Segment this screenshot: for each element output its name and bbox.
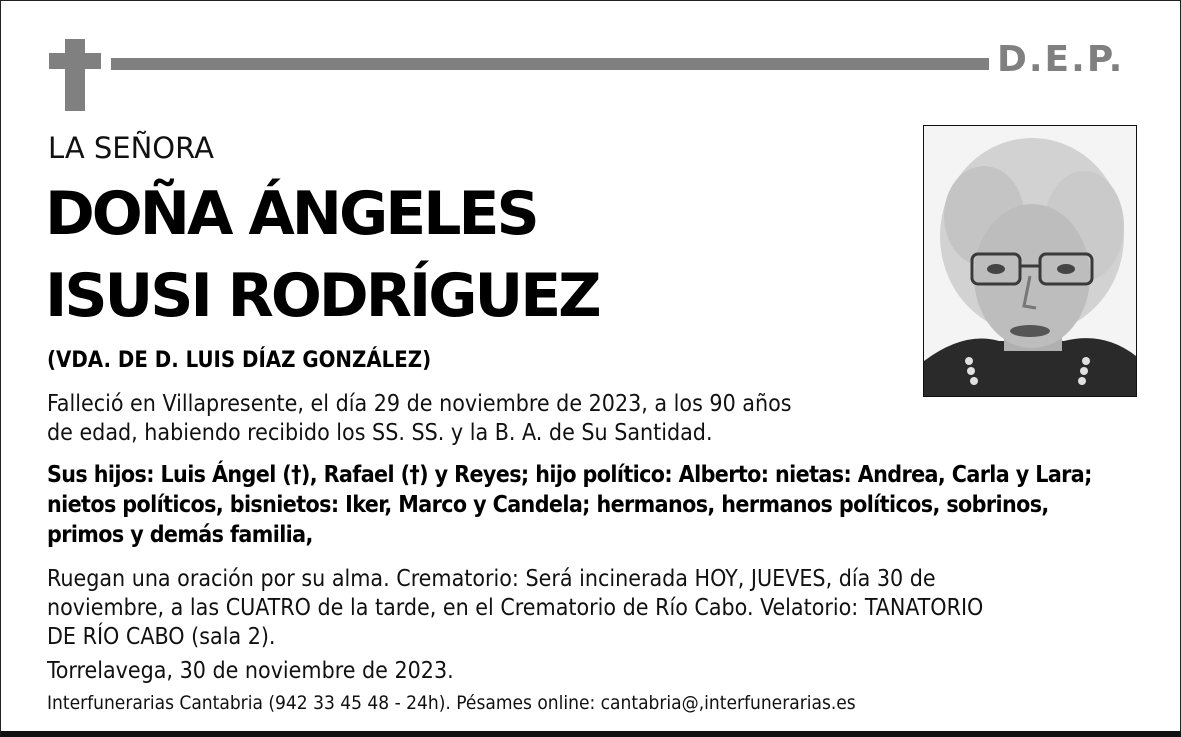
cross-icon-vertical [65, 39, 85, 111]
death-notice-line: de edad, habiendo recibido los SS. SS. y la B. A. de Su Santidad. [47, 420, 713, 446]
family-line: nietos políticos, bisnietos: Iker, Marco y Candela; hermanos, hermanos políticos, sobrinos, [47, 492, 1049, 518]
ceremony-line: noviembre, a las CUATRO de la tarde, en el Crematorio de Río Cabo. Velatorio: TANATORIO [47, 595, 984, 621]
family-line: Sus hijos: Luis Ángel (†), Rafael (†) y Reyes; hijo político: Alberto: nietas: Andrea, Carla y Lara; [47, 462, 1092, 488]
ceremony-line: Ruegan una oración por su alma. Crematorio: Será incinerada HOY, JUEVES, día 30 de [47, 566, 936, 592]
place-date: Torrelavega, 30 de noviembre de 2023. [47, 658, 454, 684]
family-line: primos y demás familia, [47, 522, 313, 548]
portrait-image [924, 126, 1136, 396]
header-rule [111, 58, 989, 70]
name-line-2: ISUSI RODRÍGUEZ [45, 261, 599, 331]
widow-of: (VDA. DE D. LUIS DÍAZ GONZÁLEZ) [47, 348, 432, 373]
portrait-photo [923, 125, 1137, 397]
death-notice [47, 390, 792, 448]
cross-icon-horizontal [49, 53, 101, 69]
funeral-home-contact: Interfunerarias Cantabria (942 33 45 48 - 24h). Pésames online: cantabria@,interfunerarias.es [47, 692, 856, 714]
ceremony-line: DE RÍO CABO (sala 2). [47, 624, 276, 650]
honorific: LA SEÑORA [48, 131, 214, 165]
death-notice-line: Falleció en Villapresente, el día 29 de noviembre de 2023, a los 90 años [47, 391, 792, 417]
family-list [47, 460, 1092, 550]
name-line-1: DOÑA ÁNGELES [45, 179, 537, 249]
dep-label: D.E.P. [997, 39, 1125, 80]
ceremony-details [47, 565, 983, 652]
